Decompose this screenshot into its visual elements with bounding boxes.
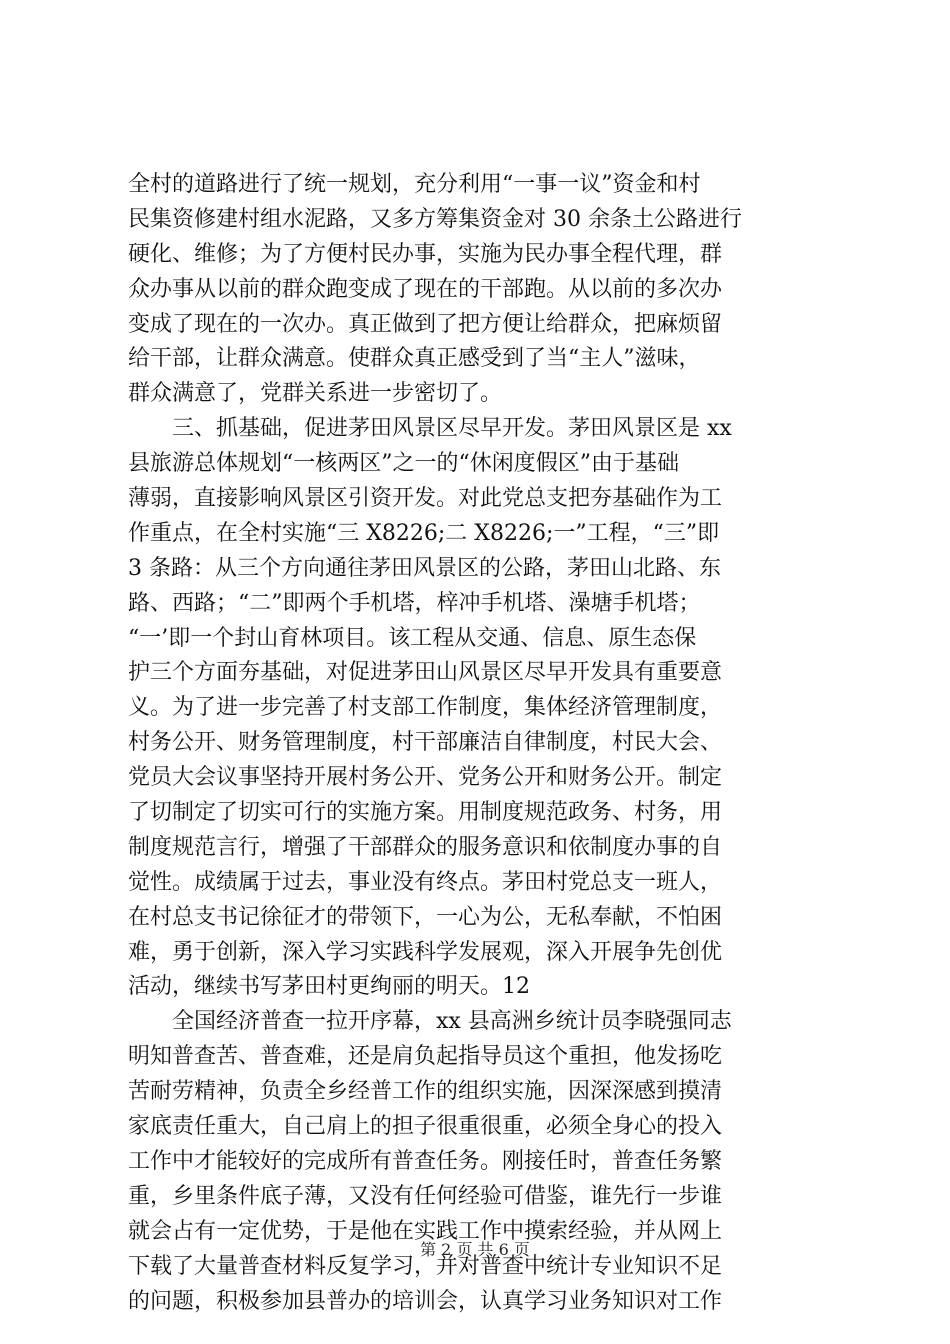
text-line: 众办事从以前的群众跑变成了现在的干部跑。从以前的多次办 — [128, 276, 723, 302]
text-line: 路、西路；“二”即两个手机塔，梓冲手机塔、澡塘手机塔； — [128, 590, 701, 616]
text-line: 变成了现在的一次办。真正做到了把方便让给群众，把麻烦留 — [128, 311, 723, 337]
text-line: 就会占有一定优势，于是他在实践工作中摸索经验，并从网上 — [128, 1218, 723, 1244]
text-line: 难，勇于创新，深入学习实践科学发展观，深入开展争先创优 — [128, 939, 723, 965]
text-line: 活动，继续书写茅田村更绚丽的明天。12 — [128, 974, 530, 1000]
text-line: 群众满意了，党群关系进一步密切了。 — [128, 381, 503, 407]
text-line: 下载了大量普查材料反复学习，并对普查中统计专业知识不足 — [128, 1253, 723, 1279]
text-line: 苦耐劳精神，负责全乡经普工作的组织实施，因深深感到摸清 — [128, 1079, 723, 1105]
text-line: 制度规范言行，增强了干部群众的服务意识和依制度办事的自 — [128, 834, 723, 860]
text-line: 党员大会议事坚持开展村务公开、党务公开和财务公开。制定 — [128, 765, 723, 791]
text-line: 三、抓基础，促进茅田风景区尽早开发。茅田风景区是 xx — [128, 416, 732, 442]
body-text — [128, 168, 828, 1319]
text-line: 村务公开、财务管理制度，村干部廉洁自律制度，村民大会、 — [128, 730, 723, 756]
text-line: 工作中才能较好的完成所有普查任务。刚接任时，普查任务繁 — [128, 1148, 723, 1174]
text-line: 家底责任重大，自己肩上的担子很重很重，必须全身心的投入 — [128, 1114, 723, 1140]
text-line: 了切制定了切实可行的实施方案。用制度规范政务、村务，用 — [128, 800, 723, 826]
text-line: 重，乡里条件底子薄，又没有任何经验可借鉴，谁先行一步谁 — [128, 1183, 723, 1209]
text-line: 薄弱，直接影响风景区引资开发。对此党总支把夯基础作为工 — [128, 486, 723, 512]
text-line: 明知普查苦、普查难，还是肩负起指导员这个重担，他发扬吃 — [128, 1044, 723, 1070]
text-line: 县旅游总体规划“一核两区”之一的“休闲度假区”由于基础 — [128, 451, 679, 477]
page-footer: 第 2 页 共 6 页 — [420, 1240, 530, 1259]
text-line: 3 条路：从三个方向通往茅田风景区的公路，茅田山北路、东 — [128, 555, 721, 581]
text-line: 全国经济普查一拉开序幕，xx 县高洲乡统计员李晓强同志 — [128, 1009, 732, 1035]
text-line: 给干部，让群众满意。使群众真正感受到了当“主人”滋味， — [128, 346, 701, 372]
text-line: 在村总支书记徐征才的带领下，一心为公，无私奉献，不怕困 — [128, 904, 723, 930]
text-line: 护三个方面夯基础，对促进茅田山风景区尽早开发具有重要意 — [128, 660, 723, 686]
text-line: 作重点，在全村实施“三 X8226;二 X8226;一”工程，“三”即 — [128, 520, 720, 546]
text-line: 义。为了进一步完善了村支部工作制度，集体经济管理制度， — [128, 695, 723, 721]
text-line: 觉性。成绩属于过去，事业没有终点。茅田村党总支一班人， — [128, 869, 723, 895]
text-line: 硬化、维修；为了方便村民办事，实施为民办事全程代理，群 — [128, 241, 723, 267]
text-line: 的问题，积极参加县普办的培训会，认真学习业务知识对工作 — [128, 1288, 723, 1314]
text-line: 全村的道路进行了统一规划，充分利用“一事一议”资金和村 — [128, 172, 701, 197]
text-line: “一’即一个封山育林项目。该工程从交通、信息、原生态保 — [128, 625, 697, 651]
text-line: 民集资修建村组水泥路，又多方筹集资金对 30 余条土公路进行 — [128, 206, 742, 232]
